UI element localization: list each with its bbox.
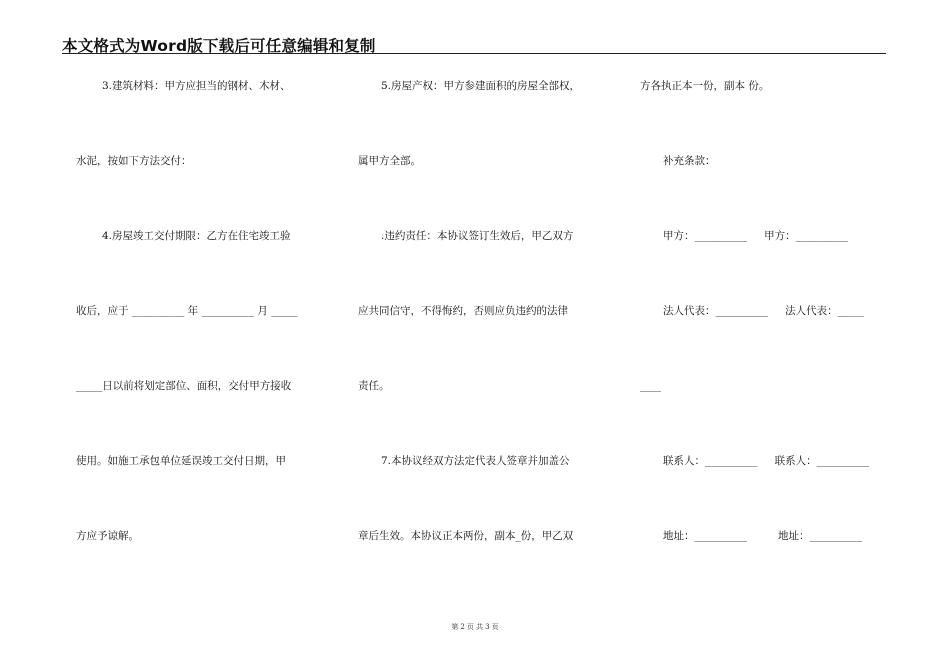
right-line-1: 方各执正本一份，副本 份。 (640, 80, 770, 92)
middle-line-1: 5.房屋产权：甲方参建面积的房屋全部权， (381, 80, 581, 92)
left-line-1: 3.建筑材料：甲方应担当的钢材、木材、 (102, 80, 291, 92)
footer-page-total: 3 (485, 623, 490, 631)
document-header-title: 本文格式为Word版下载后可任意编辑和复制 (62, 37, 376, 55)
left-line-2: 水泥，按如下方法交付： (76, 155, 192, 167)
middle-line-7: 章后生效。本协议正本两份，副本_份，甲乙双 (358, 530, 574, 542)
left-line-6: 使用。如施工承包单位延误竣工交付日期，甲 (76, 455, 286, 467)
right-line-2: 补充条款： (663, 155, 716, 167)
middle-line-4: 应共同信守，不得悔约，否则应负违约的法律 (358, 305, 568, 317)
footer-page-label: 第 (451, 623, 459, 631)
right-line-6: 联系人：__________ 联系人：__________ (663, 455, 870, 467)
left-line-3: 4.房屋竣工交付期限：乙方在住宅竣工验 (102, 230, 291, 242)
footer-page-mid: 页 共 (466, 623, 484, 631)
left-line-4: 收后，应于 __________ 年 __________ 月 _____ (76, 305, 298, 317)
right-line-5: ____ (640, 380, 661, 392)
footer-page-suffix: 页 (491, 623, 499, 631)
middle-line-3: .违约责任：本协议签订生效后，甲乙双方 (381, 230, 574, 242)
right-line-3: 甲方：__________ 甲方：__________ (663, 230, 849, 242)
right-line-4: 法人代表：__________ 法人代表：_____ (663, 305, 864, 317)
right-line-7: 地址：__________ 地址：__________ (663, 530, 863, 542)
header-divider (62, 53, 886, 54)
left-line-7: 方应予谅解。 (76, 530, 139, 542)
left-line-5: _____日以前将划定部位、面积，交付甲方接收 (76, 380, 292, 392)
middle-line-2: 属甲方全部。 (358, 155, 421, 167)
middle-line-6: 7.本协议经双方法定代表人签章并加盖公 (381, 455, 570, 467)
middle-line-5: 责任。 (358, 380, 390, 392)
footer-page-current: 2 (460, 623, 465, 631)
page-number-footer (0, 622, 950, 632)
